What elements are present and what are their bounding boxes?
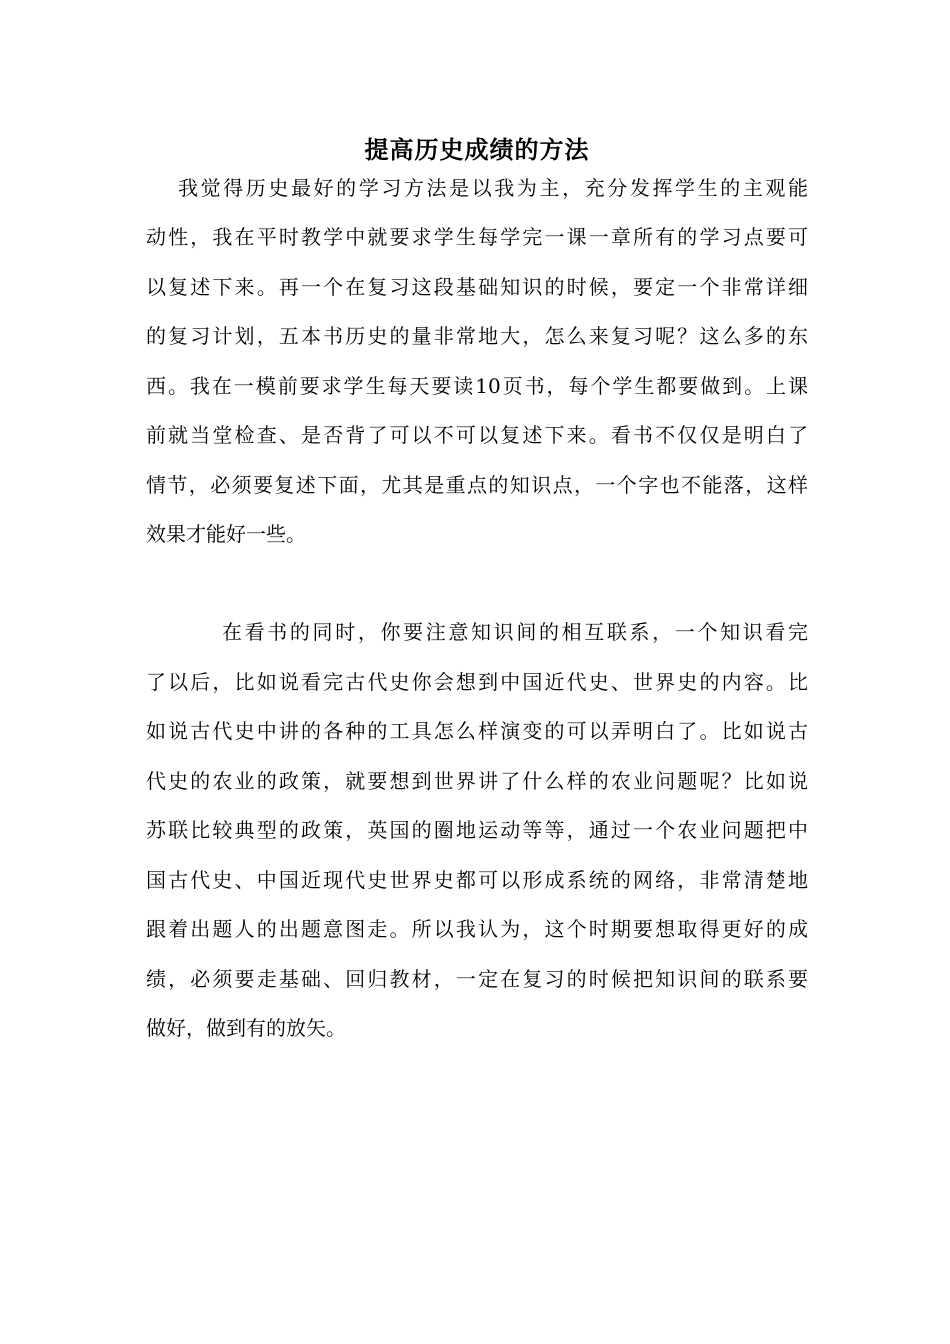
paragraph-2-line-5: 苏联比较典型的政策，英国的圈地运动等等，通过一个农业问题把中 [146, 818, 808, 842]
paragraph-2-line-3: 如说古代史中讲的各种的工具怎么样演变的可以弄明白了。比如说古 [146, 719, 808, 743]
paragraph-2-line-7: 跟着出题人的出题意图走。所以我认为，这个时期要想取得更好的成 [146, 917, 808, 941]
paragraph-1-line-2: 动性，我在平时教学中就要求学生每学完一课一章所有的学习点要可 [146, 225, 808, 249]
paragraph-1-line-3: 以复述下来。再一个在复习这段基础知识的时候，要定一个非常详细 [146, 275, 808, 299]
paragraph-1-line-8: 效果才能好一些。 [146, 522, 306, 546]
paragraph-2-line-2: 了以后，比如说看完古代史你会想到中国近代史、世界史的内容。比 [146, 670, 808, 694]
paragraph-2-line-6: 国古代史、中国近现代史世界史都可以形成系统的网络，非常清楚地 [146, 868, 808, 892]
paragraph-1-line-6: 前就当堂检查、是否背了可以不可以复述下来。看书不仅仅是明白了 [146, 423, 808, 447]
paragraph-1-line-5: 西。我在一模前要求学生每天要读10页书，每个学生都要做到。上课 [146, 374, 808, 398]
document-title: 提高历史成绩的方法 [364, 135, 590, 164]
paragraph-2-line-9: 做好，做到有的放矢。 [146, 1016, 346, 1040]
paragraph-2-line-4: 代史的农业的政策，就要想到世界讲了什么样的农业问题呢？比如说 [146, 769, 808, 793]
paragraph-2-line-8: 绩，必须要走基础、回归教材，一定在复习的时候把知识间的联系要 [146, 967, 808, 991]
paragraph-1-line-7: 情节，必须要复述下面，尤其是重点的知识点，一个字也不能落，这样 [146, 473, 808, 497]
paragraph-1-line-4: 的复习计划，五本书历史的量非常地大，怎么来复习呢？这么多的东 [146, 324, 808, 348]
paragraph-2-line-1: 在看书的同时，你要注意知识间的相互联系，一个知识看完 [222, 620, 808, 644]
paragraph-1-line-1: 我觉得历史最好的学习方法是以我为主，充分发挥学生的主观能 [178, 176, 808, 200]
